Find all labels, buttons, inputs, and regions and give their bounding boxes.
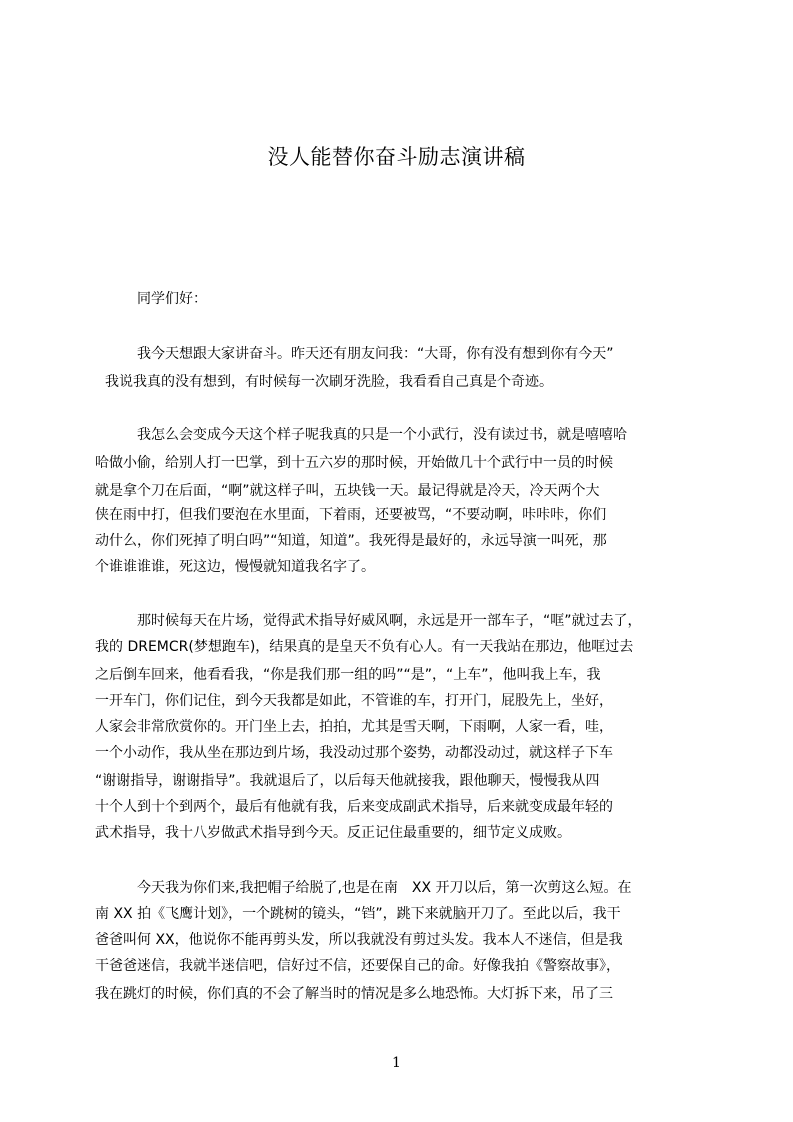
text-line: 武术指导，我十八岁做武术指导到今天。反正记住最重要的，细节定义成败。 <box>95 825 571 841</box>
text-line: 侠在雨中打，但我们要泡在水里面，下着雨，还要被骂，“不要动啊，咔咔咔，你们 <box>95 507 607 523</box>
text-line: 我在跳灯的时候，你们真的不会了解当时的情况是多么地恐怖。大灯拆下来，吊了三 <box>95 986 613 1002</box>
text-line: 那时候每天在片场，觉得武术指导好威风啊，永远是开一部车子，“哐”就过去了， <box>137 613 642 629</box>
text-line: 干爸爸迷信，我就半迷信吧，信好过不信，还要保自己的命。好像我拍《警察故事》， <box>95 958 620 974</box>
text-line: 我的 DREMCR(梦想跑车)，结果真的是皇天不负有心人。有一天我站在那边，他哐过去 <box>95 639 634 655</box>
text-line: “谢谢指导，谢谢指导”。我就退后了，以后每天他就接我，跟他聊天，慢慢我从四 <box>95 773 600 789</box>
text-line: 南 XX 拍《飞鹰计划》，一个跳树的镜头，“铛”，跳下来就脑开刀了。至此以后，我干 <box>95 906 621 922</box>
greeting: 同学们好： <box>137 291 207 307</box>
text-line: 爸爸叫何 XX，他说你不能再剪头发，所以我就没有剪过头发。我本人不迷信，但是我 <box>95 932 623 948</box>
text-line: 个谁谁谁谁，死这边，慢慢就知道我名字了。 <box>95 559 375 575</box>
text-line: 之后倒车回来，他看看我，“你是我们那一组的吗”“是”，“上车”，他叫我上车，我 <box>95 667 601 683</box>
text-line: 就是拿个刀在后面，“啊”就这样子叫，五块钱一天。最记得就是冷天，冷天两个大 <box>95 483 600 499</box>
document-title: 没人能替你奋斗励志演讲稿 <box>267 145 526 169</box>
page-number: 1 <box>392 1055 401 1071</box>
text-line: 我说我真的没有想到，有时候每一次刷牙洗脸，我看看自己真是个奇迹。 <box>105 374 553 390</box>
text-line: 哈做小偷，给别人打一巴掌，到十五六岁的那时候，开始做几十个武行中一员的时候 <box>95 455 613 471</box>
text-line: 我怎么会变成今天这个样子呢我真的只是一个小武行，没有读过书，就是嘻嘻哈 <box>137 427 627 443</box>
text-line: 十个人到十个到两个，最后有他就有我，后来变成副武术指导，后来就变成最年轻的 <box>95 799 613 815</box>
text-line: 一开车门，你们记住，到今天我都是如此，不管谁的车，打开门，屁股先上，坐好， <box>95 693 613 709</box>
text-line: 动什么，你们死掉了明白吗”“知道，知道”。我死得是最好的，永远导演一叫死，那 <box>95 533 607 549</box>
text-line: 一个小动作，我从坐在那边到片场，我没动过那个姿势，动都没动过，就这样子下车 <box>95 745 613 761</box>
text-line: 人家会非常欣赏你的。开门坐上去，拍拍，尤其是雪天啊，下雨啊，人家一看，哇， <box>95 719 613 735</box>
text-line: 我今天想跟大家讲奋斗。昨天还有朋友问我：“大哥，你有没有想到你有今天” <box>137 346 614 362</box>
text-line: 今天我为你们来,我把帽子给脱了,也是在南 XX 开刀以后，第一次剪这么短。在 <box>137 880 632 896</box>
